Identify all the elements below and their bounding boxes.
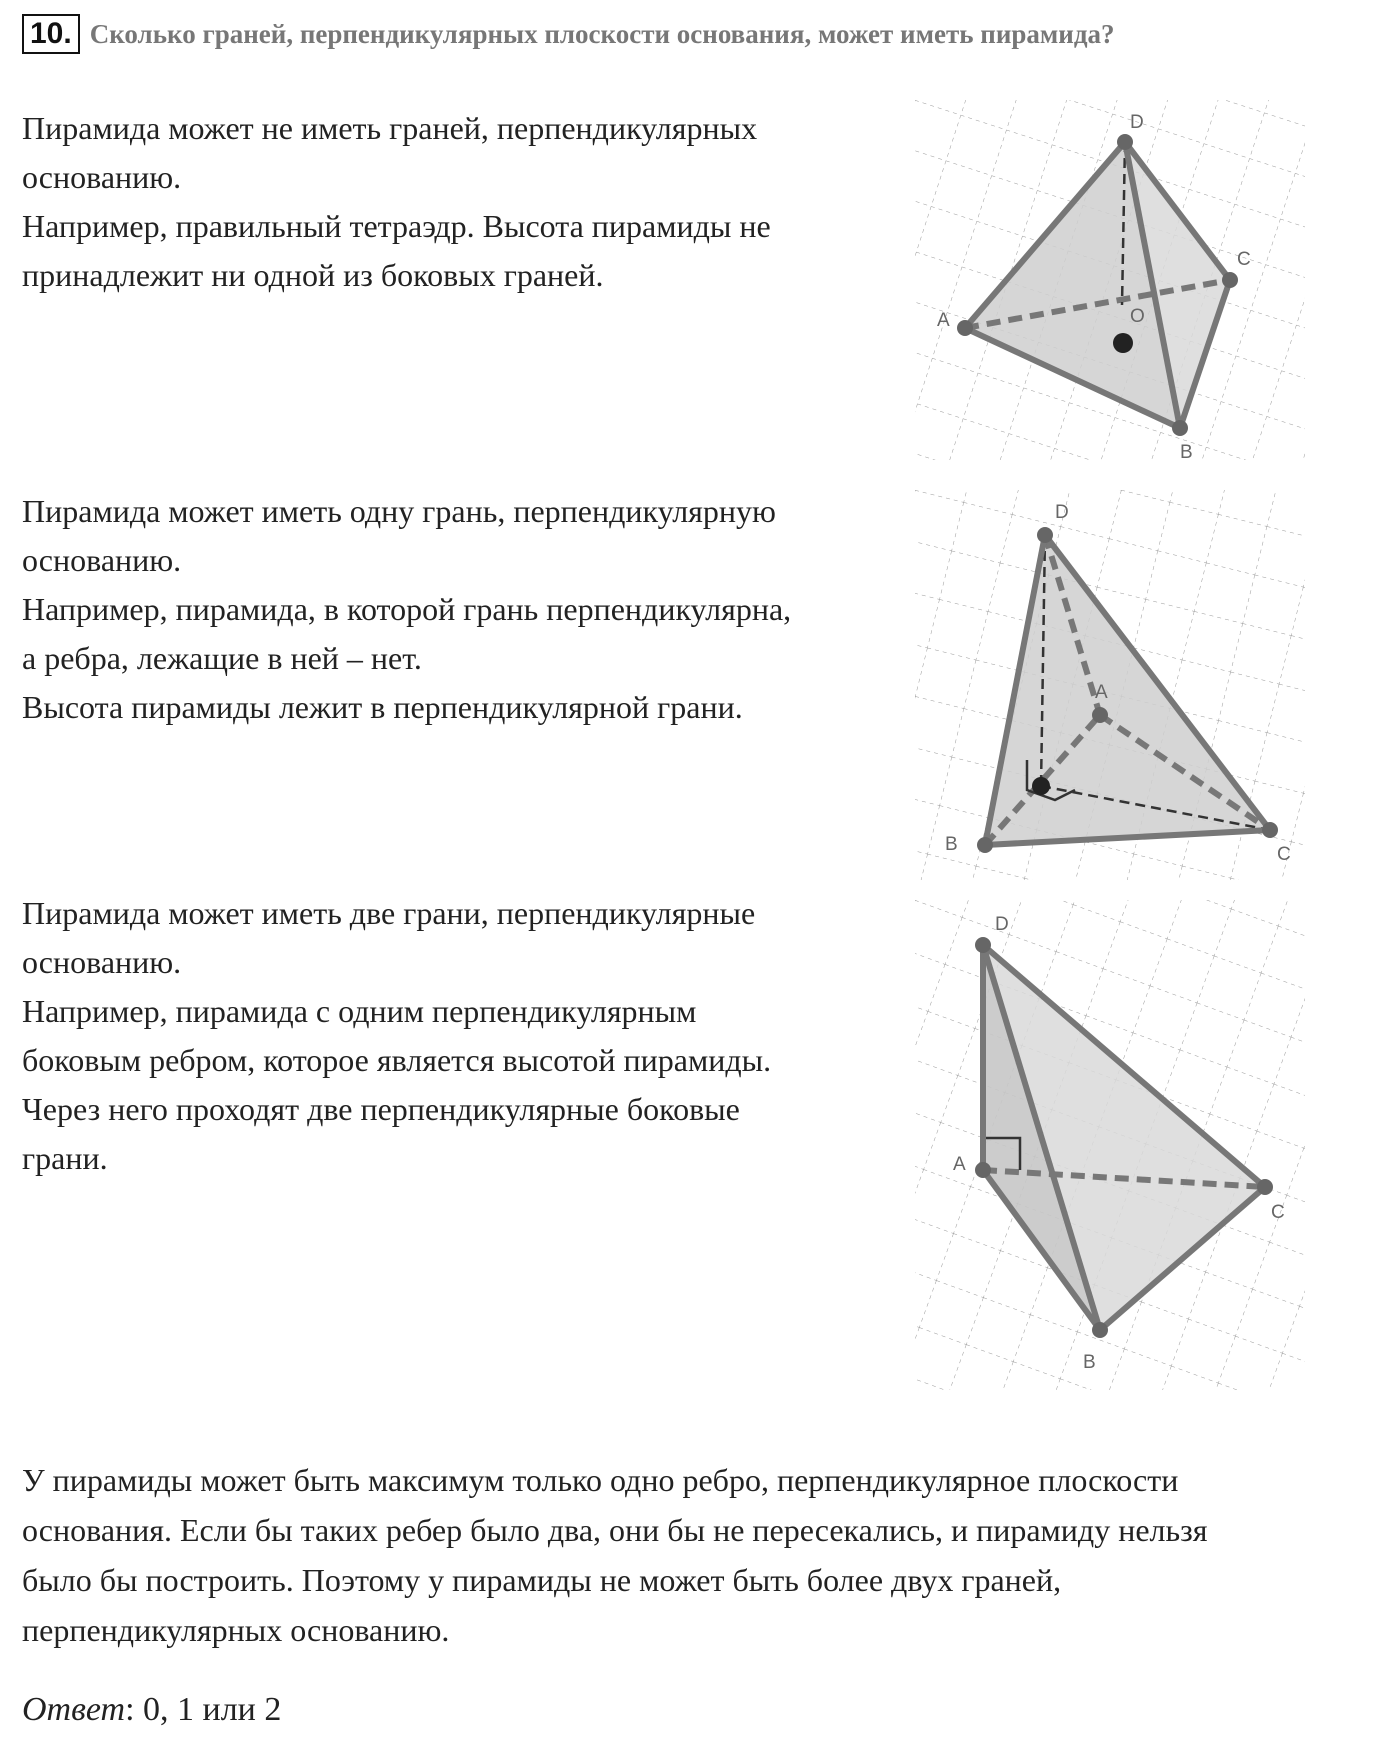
case-3-text bbox=[22, 889, 771, 1183]
conclusion-line: основания. Если бы таких ребер было два, они бы не пересекались, и пирамиду нельзя bbox=[22, 1512, 1208, 1548]
vertex-c bbox=[1222, 272, 1238, 288]
label-a: A bbox=[1095, 682, 1108, 703]
case-3-line: боковым ребром, которое является высотой пирамиды. bbox=[22, 1042, 772, 1078]
label-b: B bbox=[1180, 442, 1193, 463]
answer-line bbox=[22, 1688, 281, 1732]
case-2-line: Например, пирамида, в которой грань перпендикулярна, bbox=[22, 591, 792, 627]
label-d: D bbox=[995, 914, 1009, 935]
figure-two-perpendicular-faces bbox=[915, 900, 1305, 1390]
conclusion-paragraph bbox=[22, 1455, 1382, 1655]
task-number: 10. bbox=[22, 14, 80, 54]
label-o: O bbox=[1130, 306, 1145, 327]
label-b: B bbox=[1083, 1352, 1096, 1373]
answer-value: : 0, 1 или 2 bbox=[125, 1691, 282, 1728]
vertex-b bbox=[1172, 420, 1188, 436]
label-d: D bbox=[1130, 112, 1144, 133]
conclusion-line: У пирамиды может быть максимум только одно ребро, перпендикулярное плоскости bbox=[22, 1462, 1179, 1498]
vertex-c bbox=[1257, 1179, 1273, 1195]
vertex-d bbox=[975, 937, 991, 953]
case-1-line: Пирамида может не иметь граней, перпендикулярных bbox=[22, 110, 758, 146]
case-1-line: Например, правильный тетраэдр. Высота пирамиды не bbox=[22, 208, 771, 244]
figure-regular-tetrahedron bbox=[915, 100, 1305, 480]
label-d: D bbox=[1055, 502, 1069, 523]
figure-one-perpendicular-face bbox=[915, 490, 1305, 880]
case-2-text bbox=[22, 487, 791, 732]
case-1-line: основанию. bbox=[22, 159, 182, 195]
label-b: B bbox=[945, 834, 958, 855]
case-3-line: Через него проходят две перпендикулярные боковые bbox=[22, 1091, 740, 1127]
task-header bbox=[22, 12, 1382, 56]
conclusion-line: было бы построить. Поэтому у пирамиды не может быть более двух граней, bbox=[22, 1562, 1062, 1598]
case-2-line: основанию. bbox=[22, 542, 182, 578]
vertex-d bbox=[1037, 527, 1053, 543]
case-1-text bbox=[22, 104, 771, 300]
point-o bbox=[1113, 333, 1133, 353]
label-c: C bbox=[1277, 844, 1291, 865]
vertex-b bbox=[1092, 1322, 1108, 1338]
case-2-line: Высота пирамиды лежит в перпендикулярной грани. bbox=[22, 689, 743, 725]
vertex-a bbox=[957, 320, 973, 336]
vertex-a bbox=[975, 1162, 991, 1178]
case-3-line: Например, пирамида с одним перпендикулярным bbox=[22, 993, 697, 1029]
conclusion-line: перпендикулярных основанию. bbox=[22, 1612, 450, 1648]
vertex-a bbox=[1092, 707, 1108, 723]
label-c: C bbox=[1271, 1202, 1285, 1223]
case-2-line: Пирамида может иметь одну грань, перпендикулярную bbox=[22, 493, 776, 529]
case-1-line: принадлежит ни одной из боковых граней. bbox=[22, 257, 604, 293]
label-a: A bbox=[953, 1154, 966, 1175]
case-2-line: а ребра, лежащие в ней – нет. bbox=[22, 640, 422, 676]
vertex-b bbox=[977, 837, 993, 853]
case-3-line: основанию. bbox=[22, 944, 182, 980]
label-a: A bbox=[937, 310, 950, 331]
answer-label: Ответ bbox=[22, 1691, 126, 1728]
height-foot bbox=[1032, 777, 1050, 795]
vertex-d bbox=[1117, 134, 1133, 150]
case-3-line: грани. bbox=[22, 1140, 108, 1176]
case-3-line: Пирамида может иметь две грани, перпендикулярные bbox=[22, 895, 756, 931]
label-c: C bbox=[1237, 249, 1251, 270]
vertex-c bbox=[1262, 822, 1278, 838]
task-question: Сколько граней, перпендикулярных плоскости основания, может иметь пирамида? bbox=[89, 18, 1115, 49]
